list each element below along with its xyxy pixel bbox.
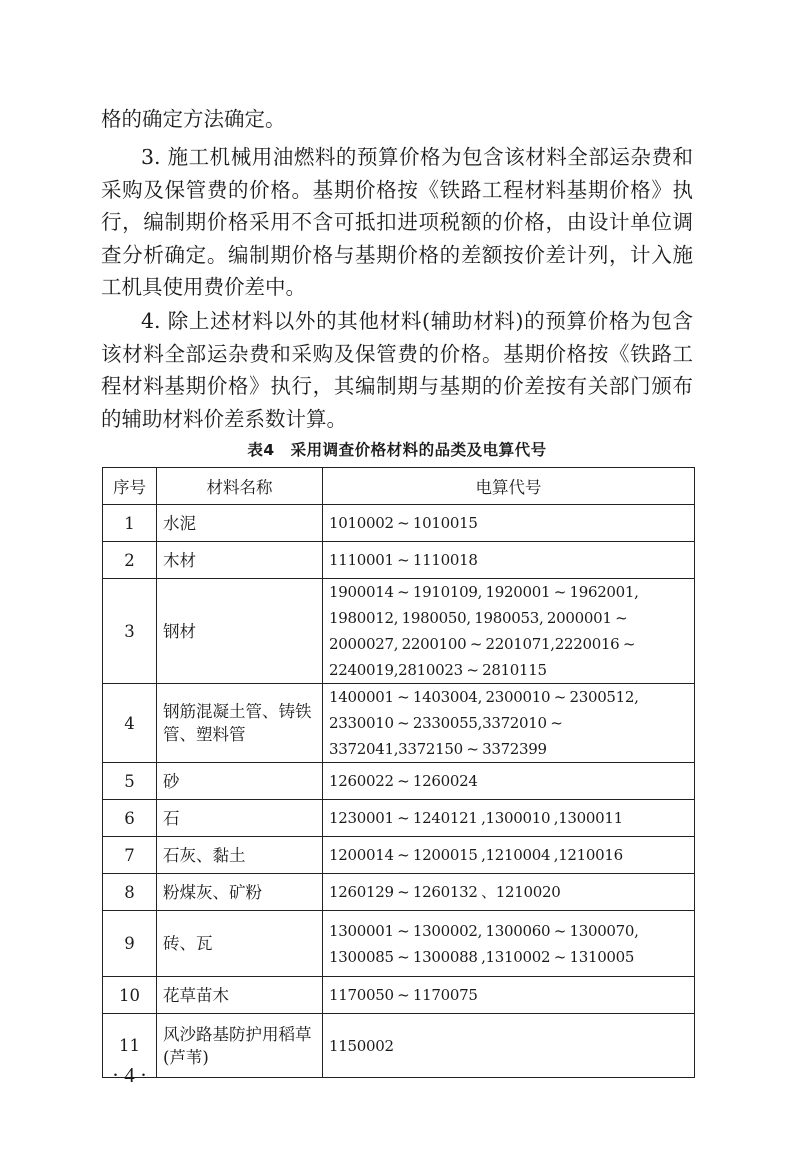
materials-table [102,467,695,1078]
row-material-name: 钢筋混凝土管、铸铁管、塑料管 [157,684,323,763]
table-header-row [103,468,695,505]
table-row [103,505,695,542]
table-row [103,977,695,1014]
row-index: 11 [103,1014,157,1078]
row-code: 1170050 ~ 1170075 [323,977,695,1014]
table-row [103,684,695,763]
row-index: 2 [103,542,157,579]
row-material-name: 石灰、黏土 [157,837,323,874]
row-code: 1260022 ~ 1260024 [323,763,695,800]
row-code: 1400001 ~ 1403004, 2300010 ~ 2300512, 2330010 ~ 2330055,3372010 ~ 3372041,3372150 ~ 3372399 [323,684,695,763]
table-row [103,579,695,684]
table-caption: 表4 采用调查价格材料的品类及电算代号 [247,441,547,459]
row-code: 1900014 ~ 1910109, 1920001 ~ 1962001, 1980012, 1980050, 1980053, 2000001 ~ 2000027, 2200100 ~ 2201071,2220016 ~ 2240019,2810023 ~ 2810115 [323,579,695,684]
row-material-name: 风沙路基防护用稻草(芦苇) [157,1014,323,1078]
row-material-name: 钢材 [157,579,323,684]
table-row [103,763,695,800]
row-index: 3 [103,579,157,684]
table-row [103,837,695,874]
row-code: 1230001 ~ 1240121 ,1300010 ,1300011 [323,800,695,837]
row-code: 1260129 ~ 1260132 、1210020 [323,874,695,911]
header-code: 电算代号 [323,468,695,505]
row-index: 6 [103,800,157,837]
table-row [103,911,695,977]
header-index: 序号 [103,468,157,505]
row-code: 1010002 ~ 1010015 [323,505,695,542]
row-material-name: 砖、瓦 [157,911,323,977]
row-code: 1200014 ~ 1200015 ,1210004 ,1210016 [323,837,695,874]
row-code: 1110001 ~ 1110018 [323,542,695,579]
paragraph-continuation: 格的确定方法确定。 [101,107,286,131]
table-row [103,542,695,579]
table-row [103,874,695,911]
row-index: 5 [103,763,157,800]
row-index: 1 [103,505,157,542]
row-code: 1150002 [323,1014,695,1078]
page-number: · 4 · [112,1063,147,1087]
row-index: 9 [103,911,157,977]
row-material-name: 粉煤灰、矿粉 [157,874,323,911]
row-index: 8 [103,874,157,911]
row-index: 7 [103,837,157,874]
row-index: 10 [103,977,157,1014]
row-material-name: 石 [157,800,323,837]
row-material-name: 木材 [157,542,323,579]
table-row [103,1014,695,1078]
header-material-name: 材料名称 [157,468,323,505]
paragraph-item-3: 3. 施工机械用油燃料的预算价格为包含该材料全部运杂费和采购及保管费的价格。基期价格按《铁路工程材料基期价格》执行，编制期价格采用不含可抵扣进项税额的价格，由设计单位调查分析确定。编制期价格与基期价格的差额按价差计列，计入施工机具使用费价差中。 [101,145,693,299]
paragraph-item-4: 4. 除上述材料以外的其他材料(辅助材料)的预算价格为包含该材料全部运杂费和采购及保管费的价格。基期价格按《铁路工程材料基期价格》执行，其编制期与基期的价差按有关部门颁布的辅助材料价差系数计算。 [101,309,693,431]
row-material-name: 水泥 [157,505,323,542]
row-material-name: 砂 [157,763,323,800]
table-row [103,800,695,837]
row-index: 4 [103,684,157,763]
row-material-name: 花草苗木 [157,977,323,1014]
row-code: 1300001 ~ 1300002, 1300060 ~ 1300070, 1300085 ~ 1300088 ,1310002 ~ 1310005 [323,911,695,977]
